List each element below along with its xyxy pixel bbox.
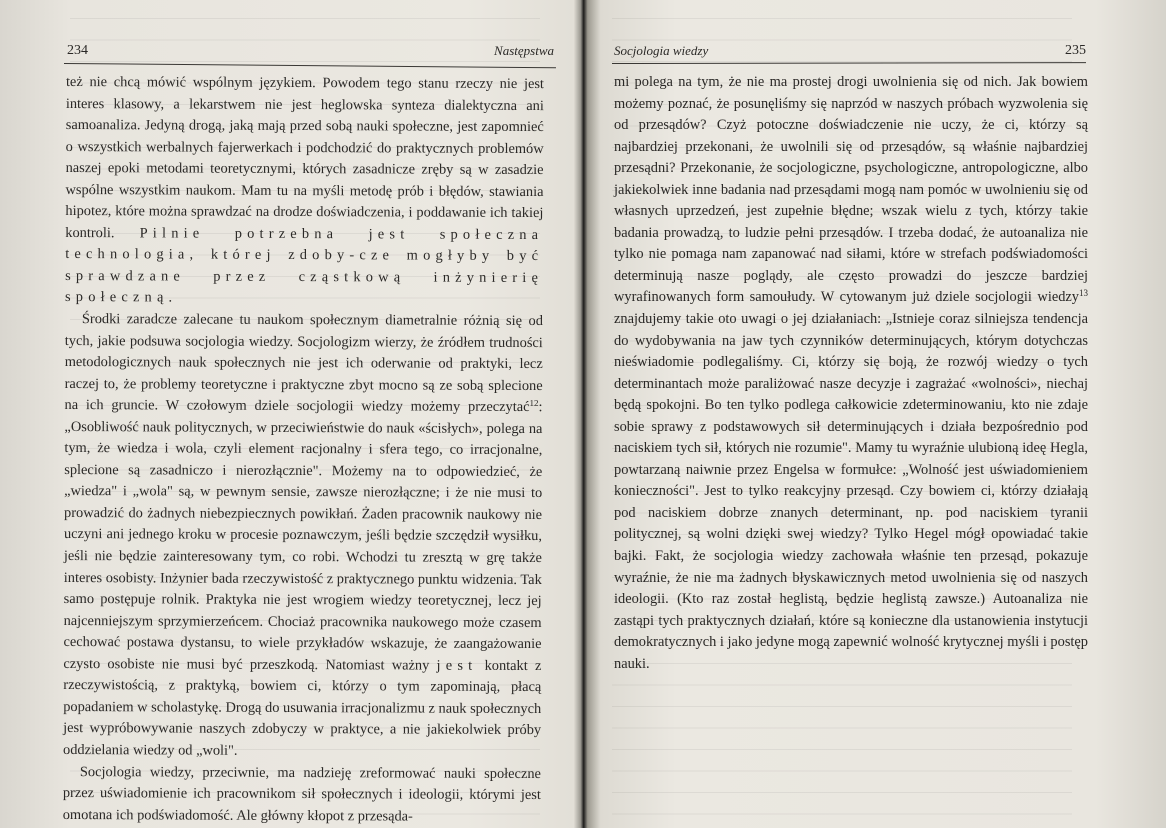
paragraph bbox=[614, 72, 1088, 675]
left-page bbox=[0, 0, 582, 828]
running-head-right: Socjologia wiedzy bbox=[614, 43, 709, 58]
body-text-left bbox=[63, 72, 544, 828]
text-run: znajdujemy takie oto uwagi o jej działaniach: „Istnieje coraz silniejsza tendencja do wydobywania na jaw tych czynników determinujących, którym dotychczas nieświadomie podlegaliśmy. Ci, którzy się boją, że rozwój wiedzy o tych determinantach może paraliżować nasze decyzje i zagrażać «wolności», niechaj będą spokojni. Bo ten tylko podlega całkowicie zdeterminowaniu, kto nie zdaje sobie sprawy z podstawowych sił determinujących i działa bezpośrednio pod naciskiem tych sił, których nie rozumie". Mamy tu wyraźnie ulubioną ideę Hegla, powtarzaną naiwnie przez Engelsa w formułce: „Wolność jest uświadomieniem konieczności". Jest to tylko reakcyjny przesąd. Czy bowiem ci, którzy działają pod naciskiem dobrze znanych determinant, np. pod naciskiem tyranii politycznej, są wolni dzięki swej wiedzy? Tylko Hegel mógł opowiadać takie bajki. Fakt, że socjologia wiedzy zachowała właśnie ten przesąd, pokazuje wyraźnie, że nie ma żadnych błyskawicznych metod uwolnienia się od naszych ideologii. (Kto raz został heglistą, będzie heglistą zawsze.) Autoanaliza nie zastąpi tych praktycznych działań, które są konieczne dla ustanowienia instytucji demokratycznych i jako jedyne mogą zapewnić wolność krytycznej myśli i postęp nauki. bbox=[614, 311, 1088, 672]
body-text-right bbox=[614, 72, 1088, 675]
header-rule-right bbox=[612, 62, 1086, 64]
text-run: mi polega na tym, że nie ma prostej drogi uwolnienia się od nich. Jak bowiem możemy poznać, że posunęliśmy się naprzód w naszych próbach wyzwolenia się od przesądów? Czyż potoczne doświadczenie nie uczy, że ci, którzy są najbardziej przekonani, że uwolnili się od przesądów, są właśnie najbardziej przesądni? Przekonanie, że socjologiczne, psychologiczne, antropologiczne, albo jakiekolwiek inne badania nad przesądami mogą nam pomóc w uwolnieniu się od własnych uprzedzeń, jest zupełnie błędne; wszak wielu z tych, którzy takie badania prowadzą, to ludzie pełni przesądów. I trzeba dodać, że autoanaliza nie tylko nie pomaga nam zapanować nad siłami, które w strefach podświadomości determinują nasze poglądy, ale często prowadzi do jeszcze bardziej wyrafinowanych form samoułudy. W cytowanym już dziele socjologii wiedzy bbox=[614, 74, 1088, 306]
spaced-emphasis: jest bbox=[436, 657, 478, 674]
text-run: : „Osobliwość nauk politycznych, w przeciwieństwie do nauk «ścisłych», polega na tym, że wiedza i wola, czyli element racjonalny i sfera tego, co irracjonalne, splecione są zasadniczo i nierozłącznie". Możemy na to odpowiedzieć, że „wiedza" i „wola" są, w pewnym sensie, zawsze nierozłączne; i że nie musi to prowadzić do żadnych niebezpiecznych powikłań. Żaden pracownik naukowy nie uczyni ani jednego kroku w procesie poznawczym, jeśli będzie szczędził wysiłku, jeśli nie będzie zainteresowany tym, co robi. Wchodzi tu zresztą w grę także interes osobisty. Inżynier bada rzeczywistość z praktycznego punktu widzenia. Tak samo postępuje rolnik. Praktyka nie jest wrogiem wiedzy teoretycznej, lecz jej najcenniejszym sprzymierzeńcem. Chociaż pracownika naukowego może czasem cechować postawa dystansu, to wiele przykładów wskazuje, że zaangażowanie czysto osobiste nie musi być przeszkodą. Natomiast ważny bbox=[63, 399, 543, 674]
footnote-ref: 12 bbox=[529, 398, 539, 409]
paragraph bbox=[65, 72, 544, 311]
footnote-ref: 13 bbox=[1079, 288, 1088, 299]
header-rule-left bbox=[64, 63, 556, 68]
text-run: Środki zaradcze zalecane tu naukom społecznym diametralnie różnią się od tych, jakie podsuwa socjologia wiedzy. Socjologizm wierzy, że źródłem trudności metodologicznych nauk społecznych nie jest ich oderwanie od praktyki, lecz raczej to, że problemy teoretyczne i praktyczne zbyt mocno są ze sobą splecione na ich gruncie. W czołowym dziele socjologii wiedzy możemy przeczytać bbox=[64, 311, 543, 416]
spaced-emphasis: Pilnie potrzebna jest społeczna technologia, której zdoby-cze mogłyby być sprawdzane przez cząstkową inżynierię społeczną. bbox=[64, 225, 544, 306]
page-number-right: 235 bbox=[1065, 43, 1086, 58]
text-run: kontakt z rzeczywistością, z praktyką, bowiem ci, którzy o tym zapominają, płacą popadaniem w scholastykę. Drogą do usuwania irracjonalizmu z nauk społecznych jest wypróbowywanie naszych zdobyczy w praktyce, a nie jakiekolwiek próby oddzielania wiedzy od „woli". bbox=[63, 657, 542, 759]
page-number-left: 234 bbox=[67, 43, 88, 58]
paragraph: Socjologia wiedzy, przeciwnie, ma nadzieję zreformować nauki społeczne przez uświadomienie ich pracownikom sił społecznych i ideologii, którymi jest omotana ich podświadomość. Ale główny kłopot z przesąda- bbox=[62, 763, 541, 825]
paragraph bbox=[63, 309, 543, 764]
running-head-left: Następstwa bbox=[494, 43, 554, 58]
text-run: też nie chcą mówić wspólnym językiem. Powodem tego stanu rzeczy nie jest interes klasowy, a lekarstwem nie jest heglowska synteza dialektyczna ani samoanaliza. Jedyną drogą, jaką mają przed sobą nauki społeczne, jest zapomnieć o wszystkich werbalnych fajerwerkach i podchodzić do praktycznych problemów naszej epoki metodami teoretycznymi, których zasadnicze zręby są w zasadzie wspólne wszystkim naukom. Mam tu na myśli metodę prób i błędów, stawiania hipotez, które można sprawdzać na drodze doświadczenia, i poddawanie ich takiej kontroli. bbox=[65, 73, 544, 242]
right-page bbox=[584, 0, 1166, 828]
